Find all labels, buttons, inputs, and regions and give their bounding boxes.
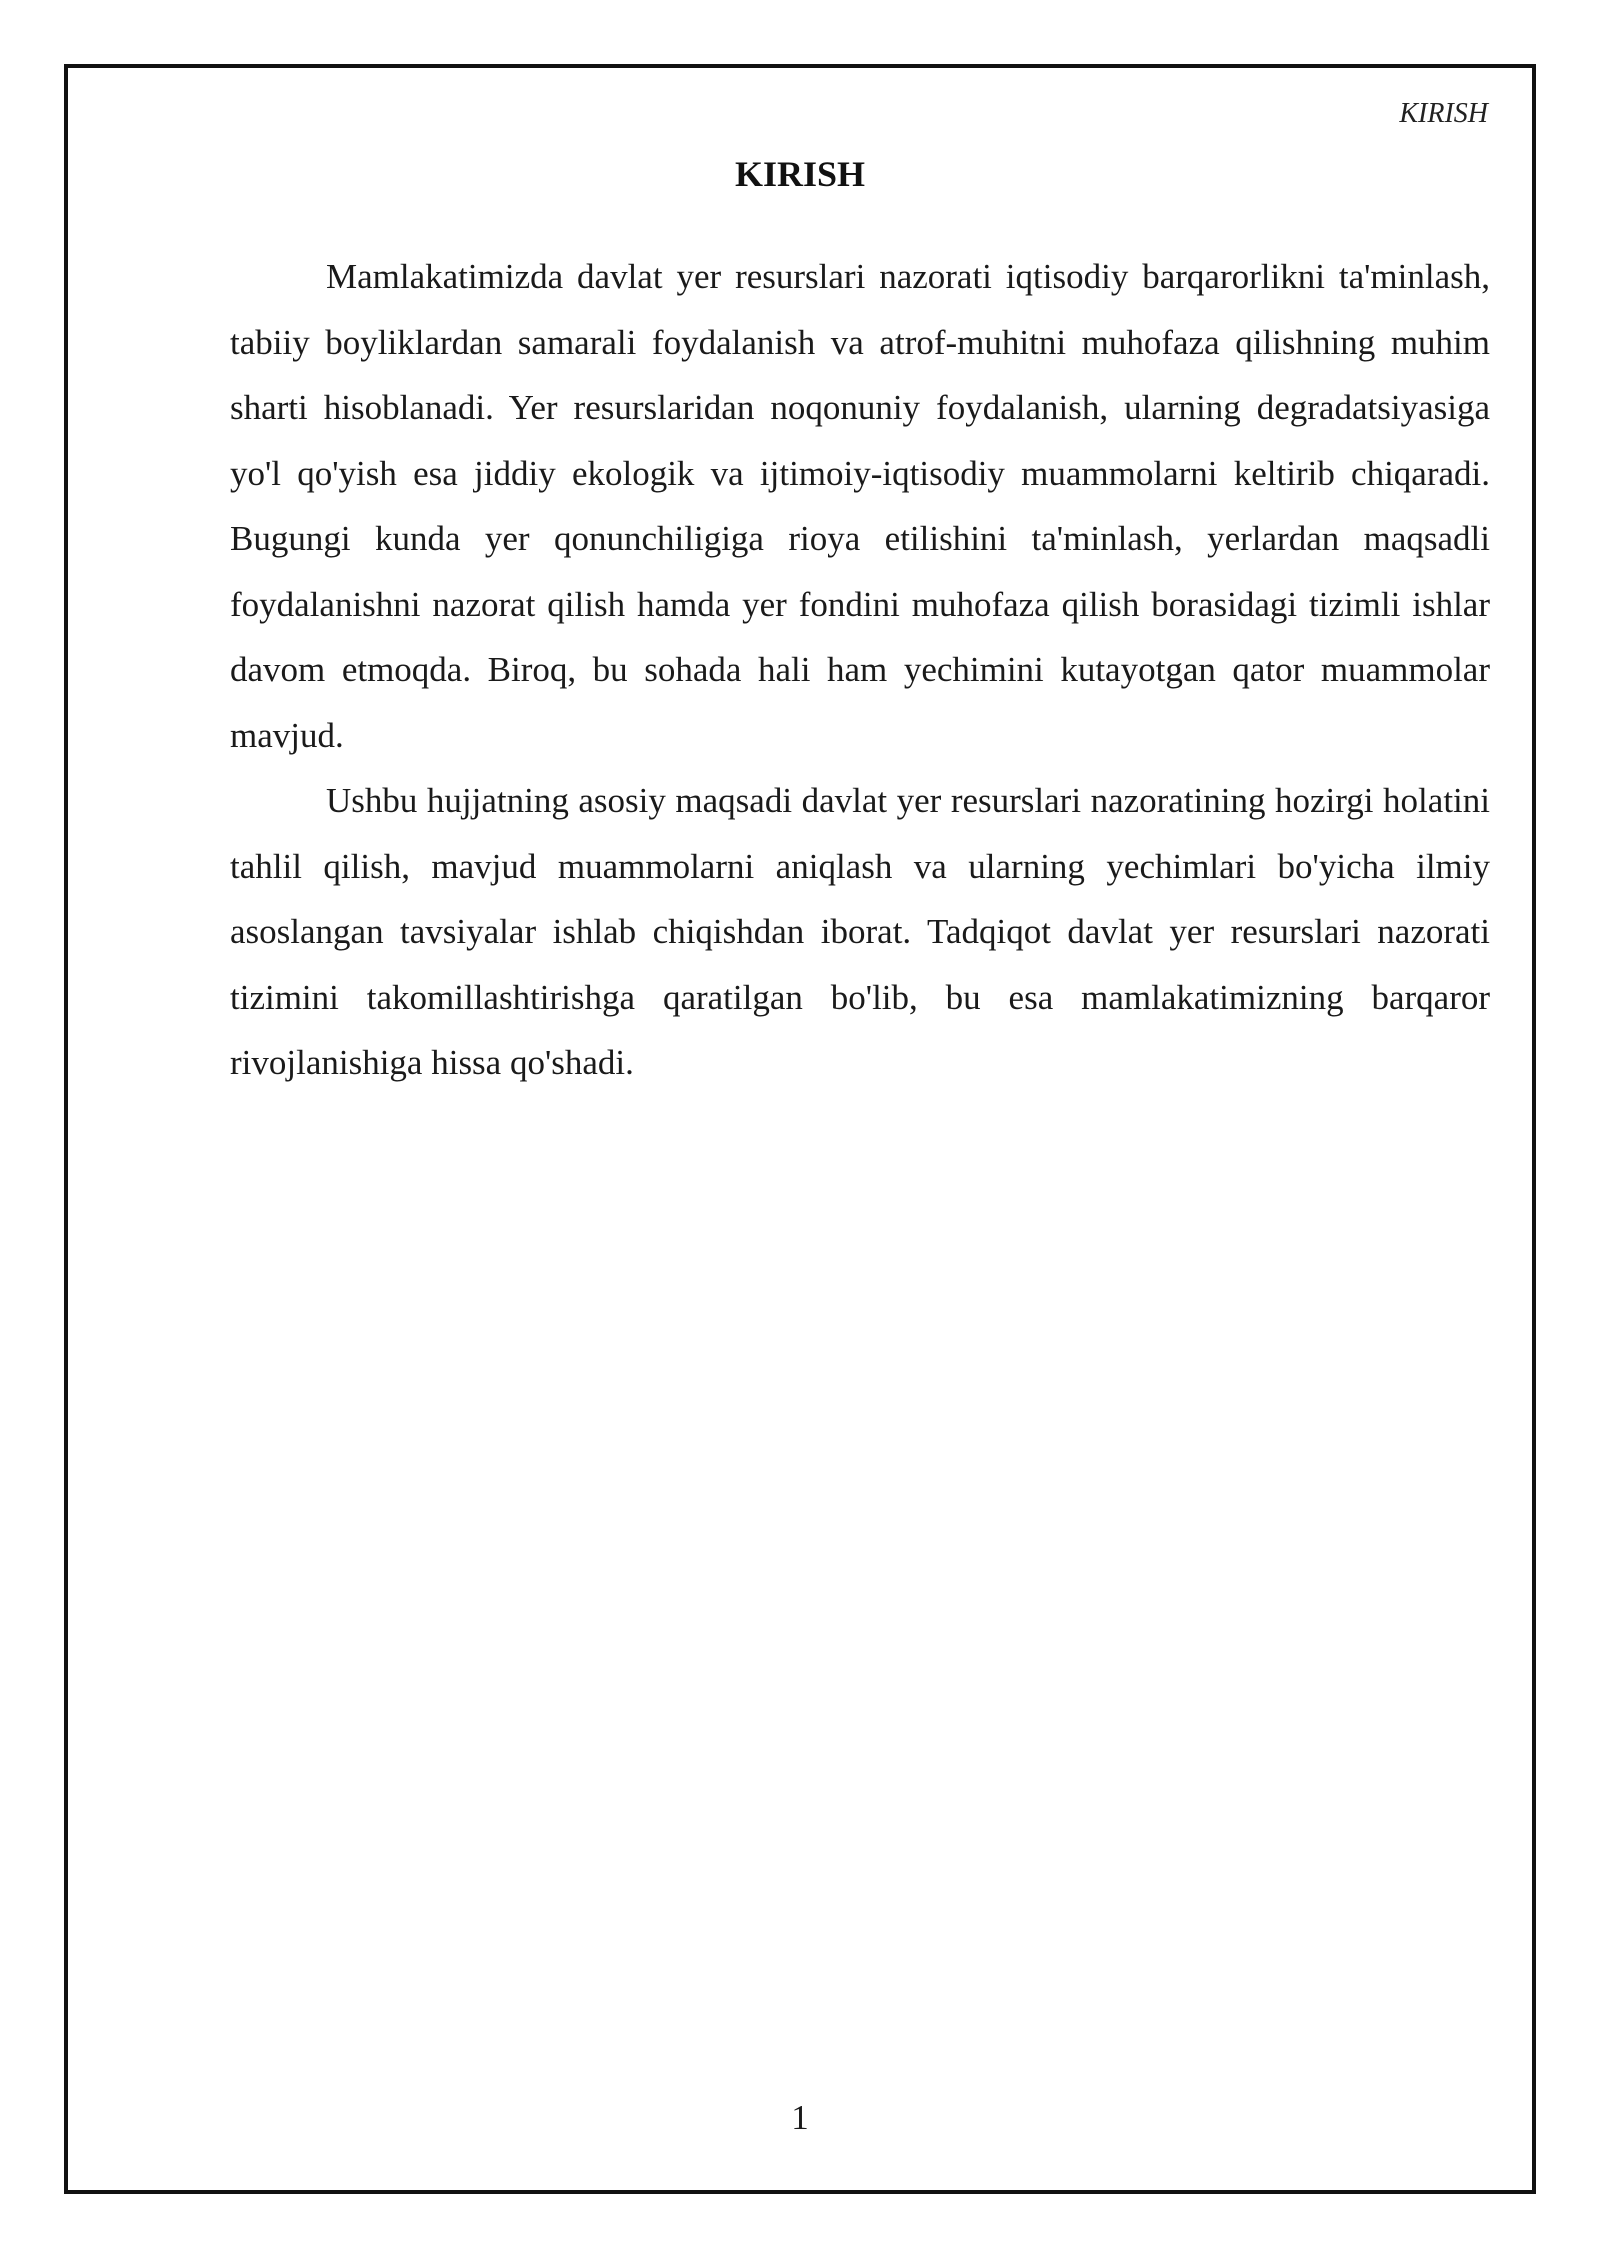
- paragraph-1: Mamlakatimizda davlat yer resurslari nazorati iqtisodiy barqarorlikni ta'minlash, tabiiy boyliklardan samarali foydalanish va atrof-muhitni muhofaza qilishning muhim sharti hisoblanadi. Yer resurslaridan noqonuniy foydalanish, ularning degradatsiyasiga yo'l qo'yish esa jiddiy ekologik va ijtimoiy-iqtisodiy muammolarni keltirib chiqaradi. Bugungi kunda yer qonunchiligiga rioya etilishini ta'minlash, yerlardan maqsadli foydalanishni nazorat qilish hamda yer fondini muhofaza qilish borasidagi tizimli ishlar davom etmoqda. Biroq, bu sohada hali ham yechimini kutayotgan qator muammolar mavjud.: [230, 257, 1490, 755]
- page-number: 1: [791, 2098, 809, 2137]
- page-title: KIRISH: [734, 154, 866, 194]
- paragraph-2: Ushbu hujjatning asosiy maqsadi davlat yer resurslari nazoratining hozirgi holatini tahlil qilish, mavjud muammolarni aniqlash va ularning yechimlari bo'yicha ilmiy asoslangan tavsiyalar ishlab chiqishdan iborat. Tadqiqot davlat yer resurslari nazorati tizimini takomillashtirishga qaratilgan bo'lib, bu esa mamlakatimizning barqaror rivojlanishiga hissa qo'shadi.: [230, 781, 1490, 1082]
- document-body: [230, 244, 1490, 1096]
- running-header: KIRISH: [1399, 98, 1488, 129]
